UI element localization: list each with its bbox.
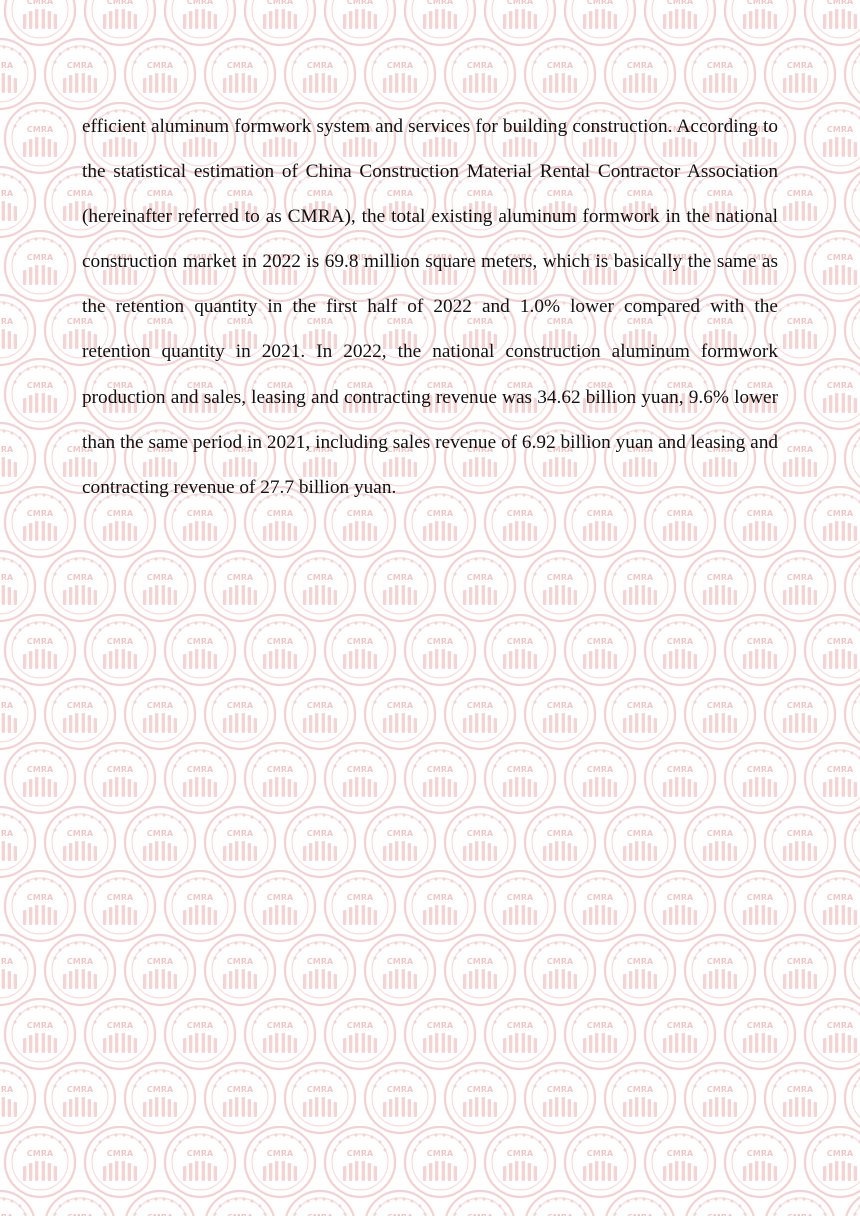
cmra-seal-icon <box>645 615 715 685</box>
cmra-seal-icon <box>805 103 860 173</box>
cmra-seal-icon <box>245 1127 315 1197</box>
cmra-seal-icon <box>605 39 675 109</box>
cmra-seal-icon <box>565 871 635 941</box>
cmra-seal-icon <box>765 551 835 621</box>
cmra-seal-icon <box>525 935 595 1005</box>
cmra-seal-icon <box>125 679 195 749</box>
cmra-seal-icon <box>685 935 755 1005</box>
cmra-seal-icon <box>525 39 595 109</box>
cmra-seal-icon <box>805 359 860 429</box>
cmra-seal-icon <box>325 871 395 941</box>
cmra-seal-icon <box>445 1191 515 1216</box>
cmra-seal-icon <box>5 231 75 301</box>
cmra-seal-icon <box>245 615 315 685</box>
cmra-seal-icon <box>685 679 755 749</box>
cmra-seal-icon <box>525 679 595 749</box>
cmra-seal-icon <box>365 935 435 1005</box>
cmra-seal-icon <box>5 999 75 1069</box>
cmra-seal-icon <box>725 615 795 685</box>
cmra-seal-icon <box>285 39 355 109</box>
cmra-seal-icon <box>525 551 595 621</box>
cmra-seal-icon <box>205 679 275 749</box>
cmra-seal-icon <box>605 1191 675 1216</box>
cmra-seal-icon <box>285 679 355 749</box>
cmra-seal-icon <box>365 679 435 749</box>
cmra-seal-icon <box>125 551 195 621</box>
cmra-seal-icon <box>405 743 475 813</box>
cmra-seal-icon <box>0 551 35 621</box>
cmra-seal-icon <box>645 0 715 45</box>
cmra-seal-icon <box>0 935 35 1005</box>
cmra-seal-icon <box>45 935 115 1005</box>
document-body <box>82 104 778 510</box>
cmra-seal-icon <box>725 0 795 45</box>
cmra-seal-icon <box>85 1127 155 1197</box>
cmra-seal-icon <box>765 1063 835 1133</box>
cmra-seal-icon <box>605 935 675 1005</box>
cmra-seal-icon <box>325 743 395 813</box>
cmra-seal-icon <box>405 1127 475 1197</box>
cmra-seal-icon <box>765 679 835 749</box>
cmra-seal-icon <box>245 999 315 1069</box>
cmra-seal-icon <box>5 615 75 685</box>
cmra-seal-icon <box>365 1063 435 1133</box>
cmra-seal-icon <box>245 0 315 45</box>
cmra-seal-icon <box>365 39 435 109</box>
cmra-seal-icon <box>85 0 155 45</box>
cmra-seal-icon <box>765 39 835 109</box>
cmra-seal-icon <box>605 551 675 621</box>
cmra-seal-icon <box>765 935 835 1005</box>
cmra-seal-icon <box>405 0 475 45</box>
cmra-seal-icon <box>285 935 355 1005</box>
cmra-seal-icon <box>165 999 235 1069</box>
cmra-seal-icon <box>285 1191 355 1216</box>
cmra-seal-icon <box>405 999 475 1069</box>
cmra-seal-icon <box>325 999 395 1069</box>
cmra-seal-icon <box>805 487 860 557</box>
cmra-seal-icon <box>805 1127 860 1197</box>
cmra-seal-icon <box>5 1127 75 1197</box>
cmra-seal-icon <box>525 807 595 877</box>
cmra-seal-icon <box>45 1191 115 1216</box>
cmra-seal-icon <box>725 871 795 941</box>
cmra-seal-icon <box>85 743 155 813</box>
cmra-seal-icon <box>685 39 755 109</box>
cmra-seal-icon <box>0 39 35 109</box>
cmra-seal-icon <box>845 935 860 1005</box>
cmra-seal-icon <box>45 551 115 621</box>
cmra-seal-icon <box>805 0 860 45</box>
cmra-seal-icon <box>805 615 860 685</box>
cmra-seal-icon <box>165 1127 235 1197</box>
cmra-seal-icon <box>645 743 715 813</box>
cmra-seal-icon <box>165 615 235 685</box>
cmra-seal-icon <box>845 167 860 237</box>
cmra-seal-icon <box>725 1127 795 1197</box>
cmra-seal-icon <box>0 167 35 237</box>
cmra-seal-icon <box>605 679 675 749</box>
cmra-seal-icon <box>0 807 35 877</box>
cmra-seal-icon <box>0 679 35 749</box>
cmra-seal-icon <box>85 999 155 1069</box>
cmra-seal-icon <box>0 295 35 365</box>
cmra-seal-icon <box>565 743 635 813</box>
cmra-seal-icon <box>525 1063 595 1133</box>
cmra-seal-icon <box>85 615 155 685</box>
cmra-seal-icon <box>5 487 75 557</box>
cmra-seal-icon <box>245 743 315 813</box>
cmra-seal-icon <box>445 807 515 877</box>
cmra-seal-icon <box>565 0 635 45</box>
cmra-seal-icon <box>445 679 515 749</box>
cmra-seal-icon <box>245 871 315 941</box>
cmra-seal-icon <box>805 999 860 1069</box>
cmra-seal-icon <box>165 743 235 813</box>
cmra-seal-icon <box>5 0 75 45</box>
cmra-seal-icon <box>45 679 115 749</box>
cmra-seal-icon <box>805 743 860 813</box>
cmra-seal-icon <box>445 39 515 109</box>
cmra-seal-icon <box>125 935 195 1005</box>
cmra-seal-icon <box>365 551 435 621</box>
cmra-seal-icon <box>725 999 795 1069</box>
cmra-seal-icon <box>685 1063 755 1133</box>
cmra-seal-icon <box>165 0 235 45</box>
cmra-seal-icon <box>485 743 555 813</box>
cmra-seal-icon <box>205 39 275 109</box>
cmra-seal-icon <box>45 807 115 877</box>
cmra-seal-icon <box>365 807 435 877</box>
cmra-seal-icon <box>805 231 860 301</box>
cmra-seal-icon <box>125 807 195 877</box>
cmra-seal-icon <box>405 871 475 941</box>
cmra-seal-icon <box>765 1191 835 1216</box>
cmra-seal-icon <box>125 1063 195 1133</box>
cmra-seal-icon <box>285 1063 355 1133</box>
cmra-seal-icon <box>205 1063 275 1133</box>
cmra-seal-icon <box>5 103 75 173</box>
cmra-seal-icon <box>205 807 275 877</box>
cmra-seal-icon <box>565 1127 635 1197</box>
cmra-seal-icon <box>845 1063 860 1133</box>
cmra-seal-icon <box>5 871 75 941</box>
cmra-seal-icon <box>805 871 860 941</box>
cmra-seal-icon <box>845 39 860 109</box>
cmra-seal-icon <box>845 551 860 621</box>
cmra-seal-icon <box>0 423 35 493</box>
cmra-seal-icon <box>285 551 355 621</box>
cmra-seal-icon <box>205 551 275 621</box>
cmra-seal-icon <box>325 0 395 45</box>
cmra-seal-icon <box>685 807 755 877</box>
cmra-seal-icon <box>485 1127 555 1197</box>
cmra-seal-icon <box>5 743 75 813</box>
cmra-seal-icon <box>125 39 195 109</box>
cmra-seal-icon <box>565 999 635 1069</box>
cmra-seal-icon <box>845 679 860 749</box>
cmra-seal-icon <box>845 295 860 365</box>
cmra-seal-icon <box>445 935 515 1005</box>
cmra-seal-icon <box>685 1191 755 1216</box>
cmra-seal-icon <box>205 1191 275 1216</box>
cmra-seal-icon <box>765 807 835 877</box>
cmra-seal-icon <box>405 615 475 685</box>
cmra-seal-icon <box>0 1063 35 1133</box>
cmra-seal-icon <box>45 39 115 109</box>
cmra-seal-icon <box>165 871 235 941</box>
cmra-seal-icon <box>85 871 155 941</box>
cmra-seal-icon <box>605 807 675 877</box>
cmra-seal-icon <box>565 615 635 685</box>
cmra-seal-icon <box>525 1191 595 1216</box>
cmra-seal-icon <box>445 1063 515 1133</box>
cmra-seal-icon <box>325 615 395 685</box>
cmra-seal-icon <box>485 615 555 685</box>
cmra-seal-icon <box>485 0 555 45</box>
cmra-seal-icon <box>645 871 715 941</box>
cmra-seal-icon <box>485 999 555 1069</box>
cmra-seal-icon <box>5 359 75 429</box>
cmra-seal-icon <box>365 1191 435 1216</box>
cmra-seal-icon <box>605 1063 675 1133</box>
cmra-seal-icon <box>645 1127 715 1197</box>
cmra-seal-icon <box>725 743 795 813</box>
body-paragraph: efficient aluminum formwork system and services for building construction. According to the statistical estimation of China Construction Material Rental Contractor Association (hereinafter referred to as CMRA), the total existing aluminum formwork in the national construction market in 2022 is 69.8 million square meters, which is basically the same as the retention quantity in the first half of 2022 and 1.0% lower compared with the retention quantity in 2021. In 2022, the national construction aluminum formwork production and sales, leasing and contracting revenue was 34.62 billion yuan, 9.6% lower than the same period in 2021, including sales revenue of 6.92 billion yuan and leasing and contracting revenue of 27.7 billion yuan. <box>82 116 778 498</box>
cmra-seal-icon <box>845 807 860 877</box>
cmra-seal-icon <box>45 1063 115 1133</box>
cmra-seal-icon <box>845 423 860 493</box>
cmra-seal-icon <box>125 1191 195 1216</box>
cmra-seal-icon <box>445 551 515 621</box>
cmra-seal-icon <box>485 871 555 941</box>
cmra-seal-icon <box>205 935 275 1005</box>
cmra-seal-icon <box>325 1127 395 1197</box>
cmra-seal-icon <box>645 999 715 1069</box>
cmra-seal-icon <box>685 551 755 621</box>
cmra-seal-icon <box>285 807 355 877</box>
